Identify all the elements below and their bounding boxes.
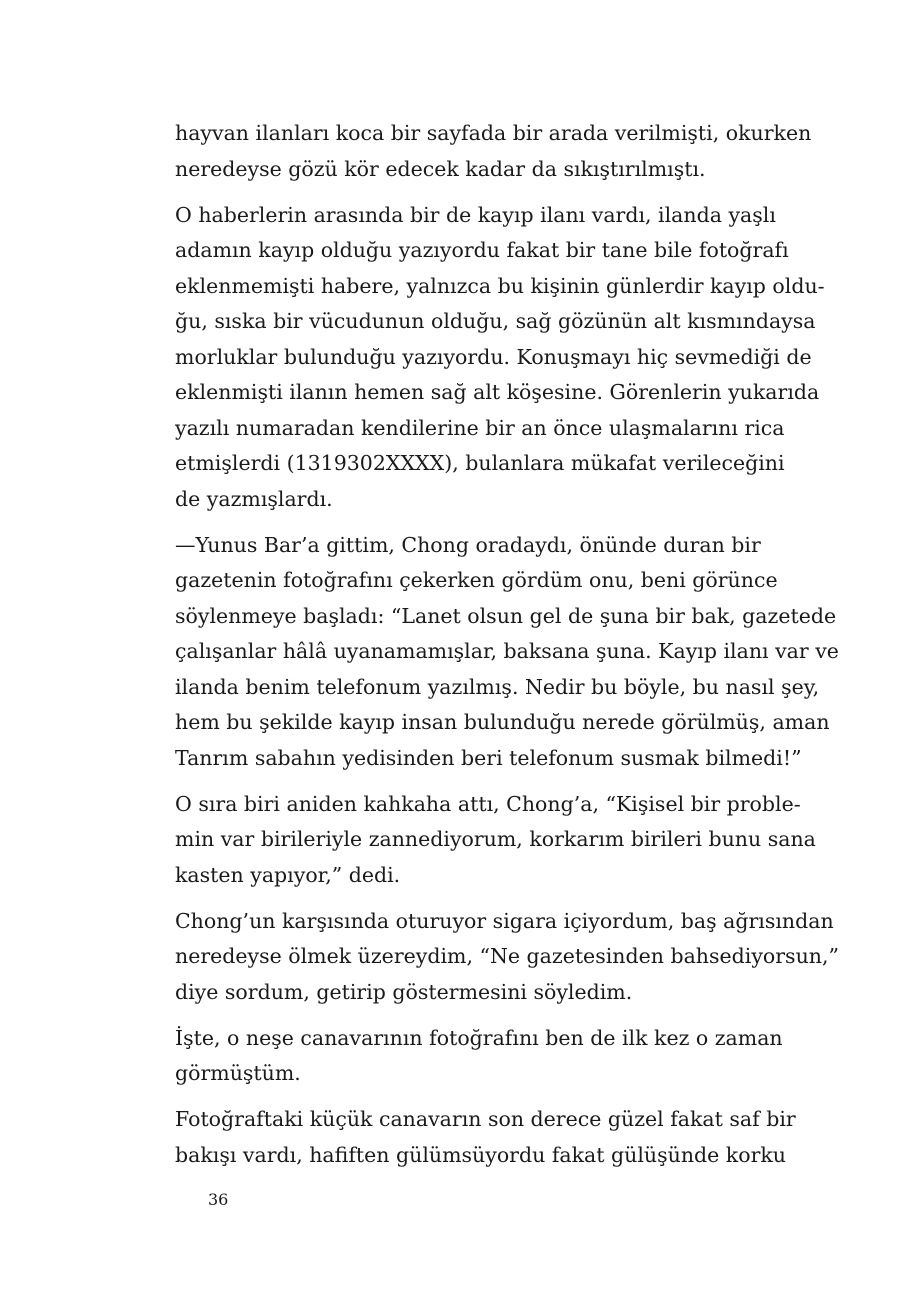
paragraph xyxy=(175,1102,796,1173)
text-line: bakışı vardı, hafiften gülümsüyordu fakat gülüşünde korku xyxy=(175,1142,786,1167)
text-line: etmişlerdi (1319302XXXX), bulanlara mükafat verileceğini xyxy=(175,451,785,475)
text-line: morluklar bulunduğu yazıyordu. Konuşmayı hiç sevmediği de xyxy=(175,344,812,369)
text-line: çalışanlar hâlâ uyanamamışlar, baksana şuna. Kayıp ilanı var ve xyxy=(175,639,839,663)
text-line: neredeyse ölmek üzereydim, “Ne gazetesinden bahsediyorsun,” xyxy=(175,944,839,968)
text-line: neredeyse gözü kör edecek kadar da sıkıştırılmıştı. xyxy=(175,156,706,181)
text-line: ilanda benim telefonum yazılmış. Nedir bu böyle, bu nasıl şey, xyxy=(175,674,820,699)
paragraph xyxy=(175,787,816,894)
text-line: O sıra biri aniden kahkaha attı, Chong’a, “Kişisel bir proble- xyxy=(175,791,801,816)
text-line: İşte, o neşe canavarının fotoğrafını ben de ilk kez o zaman xyxy=(175,1025,783,1050)
text-line: Fotoğraftaki küçük canavarın son derece güzel fakat saf bir xyxy=(175,1107,796,1131)
text-line: kasten yapıyor,” dedi. xyxy=(175,862,401,887)
text-line: —Yunus Bar’a gittim, Chong oradaydı, önünde duran bir xyxy=(175,532,761,557)
body-text xyxy=(175,116,839,1173)
text-line: diye sordum, getirip göstermesini söyledim. xyxy=(175,979,633,1004)
text-line: eklenmişti ilanın hemen sağ alt köşesine. Görenlerin yukarıda xyxy=(175,380,820,404)
text-line: söylenmeye başladı: “Lanet olsun gel de şuna bir bak, gazetede xyxy=(175,603,837,628)
text-line: gazetenin fotoğrafını çekerken gördüm onu, beni görünce xyxy=(175,568,778,592)
paragraph xyxy=(175,116,812,187)
text-line: O haberlerin arasında bir de kayıp ilanı vardı, ilanda yaşlı xyxy=(175,202,776,227)
text-line: ğu, sıska bir vücudunun olduğu, sağ gözünün alt kısmındaysa xyxy=(175,309,816,333)
text-line: hem bu şekilde kayıp insan bulunduğu nerede görülmüş, aman xyxy=(175,710,830,734)
page-number: 36 xyxy=(208,1190,229,1209)
text-line: eklenmemişti habere, yalnızca bu kişinin günlerdir kayıp oldu- xyxy=(175,273,825,298)
text-line: adamın kayıp olduğu yazıyordu fakat bir tane bile fotoğrafı xyxy=(175,238,789,262)
paragraph xyxy=(175,1021,783,1092)
text-line: Tanrım sabahın yedisinden beri telefonum susmak bilmedi!” xyxy=(175,745,802,770)
paragraph xyxy=(175,528,839,777)
paragraph xyxy=(175,198,825,518)
paragraph xyxy=(175,904,839,1011)
text-line: görmüştüm. xyxy=(175,1061,301,1085)
text-line: min var birileriyle zannediyorum, korkarım birileri bunu sana xyxy=(175,827,816,851)
text-line: yazılı numaradan kendilerine bir an önce ulaşmalarını rica xyxy=(175,415,785,440)
text-line: hayvan ilanları koca bir sayfada bir arada verilmişti, okurken xyxy=(175,121,812,145)
text-line: Chong’un karşısında oturuyor sigara içiyordum, baş ağrısından xyxy=(175,908,834,933)
text-line: de yazmışlardı. xyxy=(175,486,333,511)
